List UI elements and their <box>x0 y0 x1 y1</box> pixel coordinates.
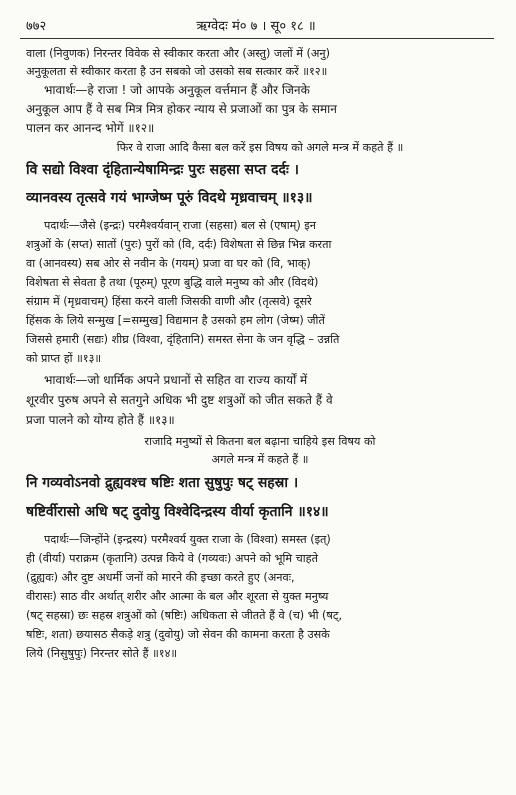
padartha-line: वा (आनवस्य) सब ओर से नवीन के (गयम्) प्रजा वा घर को (वि, भाक्) <box>26 257 311 270</box>
padartha-line: जिससे हमारी (सद्यः) शीघ्र (विश्वा, दृंहितानि) समस्त सेना के जन वृद्धि – उन्नति <box>26 333 340 346</box>
mantra-line: नि गव्यवोऽनवो द्रुह्यवश्च षष्टिः शता सुषुपुः षट् सहस्रा । <box>26 475 299 491</box>
padartha-line: पदार्थः—जैसे (इन्द्रः) परमैश्वर्यवान् राजा (सहसा) बल से (एषाम्) इन <box>44 219 316 232</box>
padartha-line: (द्रुह्यवः) और दुष्ट अधर्मी जनों को मारने की इच्छा करते हुए (अनवः, <box>26 571 295 584</box>
intro-line: राजादि मनुष्यों से कितना बल बढ़ाना चाहिये इस विषय को <box>144 435 376 448</box>
padartha-line: संग्राम में (मृध्रवाचम्) हिंसा करने वाली जिसकी वाणी और (तृत्सवे) दूसरे <box>26 295 312 308</box>
text-line: अनुकूलता से स्वीकार करता है उन सबको जो उसको सब सत्कार करें ॥१२॥ <box>26 65 328 78</box>
mantra-line: वि सद्यो विश्वा दृंहितान्येषामिन्द्रः पुरः सहसा सप्त दर्दः । <box>26 162 299 178</box>
padartha-line: ही (वीर्या) पराक्रम (कृतानि) उत्पन्न किये वे (गव्यवः) अपने को भूमि चाहते <box>26 552 318 565</box>
intro-line: अगले मन्त्र में कहते हैं ॥ <box>211 453 309 466</box>
mantra-line: षष्टिर्वीरासो अधि षट् दुवोयु विश्वेदिन्द्रस्य वीर्या कृतानि ॥१४॥ <box>26 504 329 520</box>
bhavartha-line: पालन कर आनन्द भोगें ॥१२॥ <box>26 121 155 135</box>
header-rule <box>20 38 494 39</box>
padartha-line: विशेषता से सेवता है तथा (पूरुम्) पूरण बुद्धि वाले मनुष्य को और (विदथे) <box>26 276 319 289</box>
page-number: ७७२ <box>26 19 47 34</box>
padartha-line: षष्टिः, शता) छयासठ सैकड़े शत्रु (दुवोयु) जो सेवन की कामना करता है उसके <box>26 628 330 641</box>
bhavartha-line: प्रजा पालने को योग्य होते हैं ॥१३॥ <box>26 413 175 427</box>
bhavartha-line: अनुकूल आप हैं वे सब मित्र मित्र होकर न्याय से प्रजाओं का पुत्र के समान <box>26 102 337 116</box>
padartha-line: पदार्थः—जिन्होंने (इन्द्रस्य) परमैश्वर्य युक्त राजा के (विश्वा) समस्त (इत्) <box>44 533 331 546</box>
padartha-line: लिये (निसुषुपुः) निरन्तर सोते हैं ॥१४॥ <box>26 647 178 660</box>
running-header <box>26 16 486 36</box>
text-line: वाला (निवुणक) निरन्तर विवेक से स्वीकार करता और (अस्तु) जलों में (अनु) <box>26 47 330 60</box>
padartha-line: शत्रुओं के (सप्त) सातों (पुरः) पुरों को (वि, दर्दः) विशेषता से छिन्न भिन्न करता <box>26 238 332 251</box>
padartha-line: हिंसक के लिये सन्मुख [=सम्मुख] विद्यमान है उसको हम लोग (जेष्म) जीतें <box>26 314 325 327</box>
intro-line: फिर वे राजा आदि कैसा बल करें इस विषय को अगले मन्त्र में कहते हैं ॥ <box>116 141 404 154</box>
mantra-line: व्यानवस्य तृत्सवे गयं भाग्जेष्म पूरुं विदथे मृध्रवाचम् ॥१३॥ <box>26 190 313 206</box>
bhavartha-line: भावार्थः—हे राजा ! जो आपके अनुकूल वर्त्तमान हैं और जिनके <box>44 83 310 97</box>
padartha-line: वीरासः) साठ वीर अर्थात् शरीर और आत्मा के बल और शूरता से युक्त मनुष्य <box>26 590 329 603</box>
bhavartha-line: शूरवीर पुरुष अपने से सतगुने अधिक भी दुष्ट शत्रुओं को जीत सकते हैं वे <box>26 393 333 407</box>
bhavartha-line: भावार्थः—जो धार्मिक अपने प्रधानों से सहित वा राज्य कार्यों में <box>44 373 308 387</box>
running-title: ऋग्वेदः मं० ७ । सू० १८ ॥ <box>196 19 316 34</box>
padartha-line: (षट् सहस्रा) छः सहस्र शत्रुओं को (षष्टिः) अधिकता से जीतते हैं वे (च) भी (षट्, <box>26 609 343 622</box>
padartha-line: को प्राप्त हों ॥१३॥ <box>26 352 102 365</box>
